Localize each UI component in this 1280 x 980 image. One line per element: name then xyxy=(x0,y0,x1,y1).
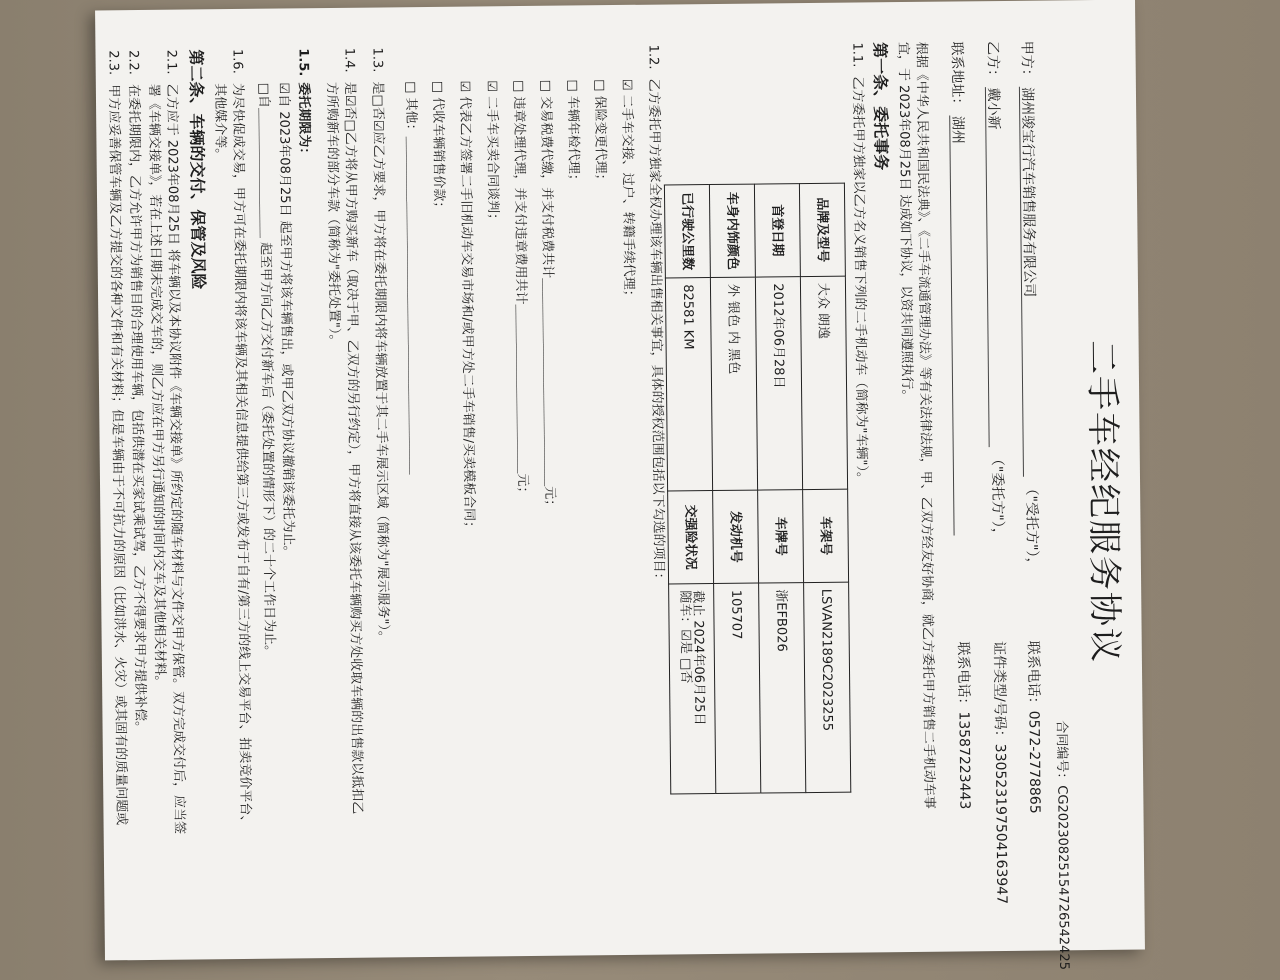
party-b-id: 证件类型/号码：330523197504163947 xyxy=(990,640,1010,905)
table-row xyxy=(799,183,850,792)
clause-1-4-cont: 方所购新车的部分车款（简称为"委托处置"）。 xyxy=(323,81,342,348)
list-item: ☑ 二手车买卖合同谈判； xyxy=(483,80,501,227)
party-a-label: 甲方： xyxy=(1018,40,1035,83)
table-row xyxy=(709,184,760,793)
table-row xyxy=(664,185,715,794)
preamble-line-2: 宜，于 2023年08月25日 达成如下协议，以资共同遵照执行。 xyxy=(895,41,915,403)
party-a-name: 湖州骏宝行汽车销售服务有限公司 xyxy=(1019,87,1038,477)
document-title: 二手车经纪服务协议 xyxy=(1081,339,1125,665)
list-item: □ 车辆年检代理； xyxy=(564,79,581,187)
article-1-heading: 第一条、委托事务 xyxy=(870,42,891,171)
vin-header: 车架号 xyxy=(803,489,849,582)
party-b-label: 乙方： xyxy=(984,40,1001,84)
brand-value: 大众 朗逸 xyxy=(800,276,847,489)
mileage-header: 已行驶公里数 xyxy=(664,185,710,278)
contract-number: 合同编号：CG20230825154726542425 xyxy=(1053,720,1072,971)
list-item: □ 保险变更代理； xyxy=(591,79,608,187)
insurance-cell xyxy=(669,584,716,794)
clause-1-3: 1.3.是□否☑应乙方要求，甲方将在委托期限内将车辆放置于其二手车展示区域（简称为"展示服务"）。 xyxy=(369,47,391,644)
party-b-row xyxy=(984,41,1004,542)
vehicle-info-table xyxy=(664,183,851,795)
clause-1-2: 1.2.乙方委托甲方独家全权办理该车辆出售相关事宜，具体的授权范围包括以下勾选的项目： xyxy=(645,44,667,586)
table-row xyxy=(754,184,805,793)
brand-header: 品牌及型号 xyxy=(799,183,845,276)
clause-1-1: 1.1.乙方委托甲方独家以乙方名义销售下列的二手机动车（简称为"车辆"）。 xyxy=(849,42,870,486)
clause-1-4: 1.4.是☑否□乙方将从甲方购买新车（取决于甲、乙双方的另行约定），甲方将直接从该委托车辆购买方处收取车辆的出售款以抵扣乙 xyxy=(341,47,365,815)
color-header: 车身内饰颜色 xyxy=(709,184,755,277)
address-label: 联系地址： xyxy=(948,41,966,112)
list-item: ☑ 二手车交接、过户、转籍手续代理； xyxy=(618,78,637,303)
mileage-value: 82581 KM xyxy=(665,278,712,491)
clause-2-3: 2.3.甲方应妥善保管车辆及乙方提交的各种文件和有关材料；但是车辆由于不可抗力的原因（比如洪水、火灾）或其固有的质量问题或 xyxy=(105,50,129,826)
reg-date-value: 2012年06月28日 xyxy=(755,277,802,490)
term-option-a: ☑自 2023年08月25日 起至甲方将该车辆售出，或甲乙双方协议撤销该委托为止。 xyxy=(275,82,296,559)
list-item: □ 交易税费代缴，并支付税费共计＿＿＿＿＿＿＿＿＿＿＿＿＿＿＿＿元； xyxy=(537,79,558,513)
reg-date-header: 首登日期 xyxy=(754,184,800,277)
party-a-role: （"受托方"）， xyxy=(1023,481,1040,572)
clause-1-6-cont: 其他媒介等。 xyxy=(211,83,228,162)
vin-value: LSVAN2189C2023255 xyxy=(804,582,851,792)
address-value: 湖州 xyxy=(949,116,968,536)
contract-content xyxy=(95,0,1145,971)
list-item: □ 违章处理代理，并支付违章费用共计＿＿＿＿＿＿＿＿＿＿＿＿＿元； xyxy=(510,79,531,500)
article-2-heading: 第二条、车辆的交付、保管及风险 xyxy=(186,49,208,290)
term-option-b: □自＿＿＿＿＿＿＿＿＿＿ 起至甲方向乙方交付新车后（委托处置的情形下）的二十个工作日为止。 xyxy=(255,82,277,659)
insurance-follow: 随车：☑是 □否 xyxy=(677,590,694,684)
address-row xyxy=(948,41,968,536)
clause-1-6: 1.6.为尽快促成交易，甲方可在委托期限内将该车辆及其相关信息提供给第三方或发布于自有/第三方的线上交易平台、拍卖竞价平台、 xyxy=(229,48,253,829)
clause-2-2: 2.2.在委托期限内，乙方允许甲方为销售目的合理使用车辆，包括供潜在买家试乘试驾，乙方不得要求甲方提供补偿。 xyxy=(125,49,148,735)
party-a-phone: 联系电话：0572-2778865 xyxy=(1024,640,1043,814)
clause-2-1: 2.1.乙方应于 2023年08月25日 将车辆以及本协议附件《车辆交接单》所约定的随车材料与文件交甲方保管。双方完成交付后，应当签 xyxy=(163,49,187,835)
party-b-phone: 联系电话：13587223443 xyxy=(954,641,973,810)
color-value: 外 银色 内 黑色 xyxy=(710,277,757,490)
authorization-list xyxy=(397,79,645,535)
plate-header: 车牌号 xyxy=(758,490,804,583)
party-a-row xyxy=(1018,41,1039,572)
party-b-role: （"委托方"）， xyxy=(988,451,1006,542)
clause-1-5: 1.5.委托期限为： xyxy=(295,48,312,161)
clause-2-1-cont: 署《车辆交接单》，若在上述日期未完成交车的，则乙方应在甲方另行通知的时间内交车及其他相关材料。 xyxy=(145,83,168,689)
preamble-line-1: 根据《中华人民共和国民法典》、《二手车流通管理办法》等有关法律法规，甲、乙双方经友好协商，就乙方委托甲方销售二手机动车事 xyxy=(913,41,937,809)
engine-header: 发动机号 xyxy=(713,490,759,583)
insurance-value: 截止 2024年06月25日 xyxy=(690,590,707,726)
engine-value: 105707 xyxy=(714,583,761,793)
contract-paper xyxy=(95,0,1145,971)
insurance-header: 交强险状况 xyxy=(668,491,714,584)
list-item: □ 其他：＿＿＿＿＿＿＿＿＿＿＿＿＿＿＿＿＿＿＿＿＿＿＿＿＿＿ xyxy=(402,81,422,475)
list-item: ☑ 代表乙方签署二手旧机动车交易市场和/或甲方处二手车销售/买卖模板合同； xyxy=(456,80,477,535)
plate-value: 浙EFB026 xyxy=(759,583,806,793)
party-b-name: 戴小新 xyxy=(985,87,1004,447)
list-item: □ 代收车辆销售价款； xyxy=(429,80,447,215)
